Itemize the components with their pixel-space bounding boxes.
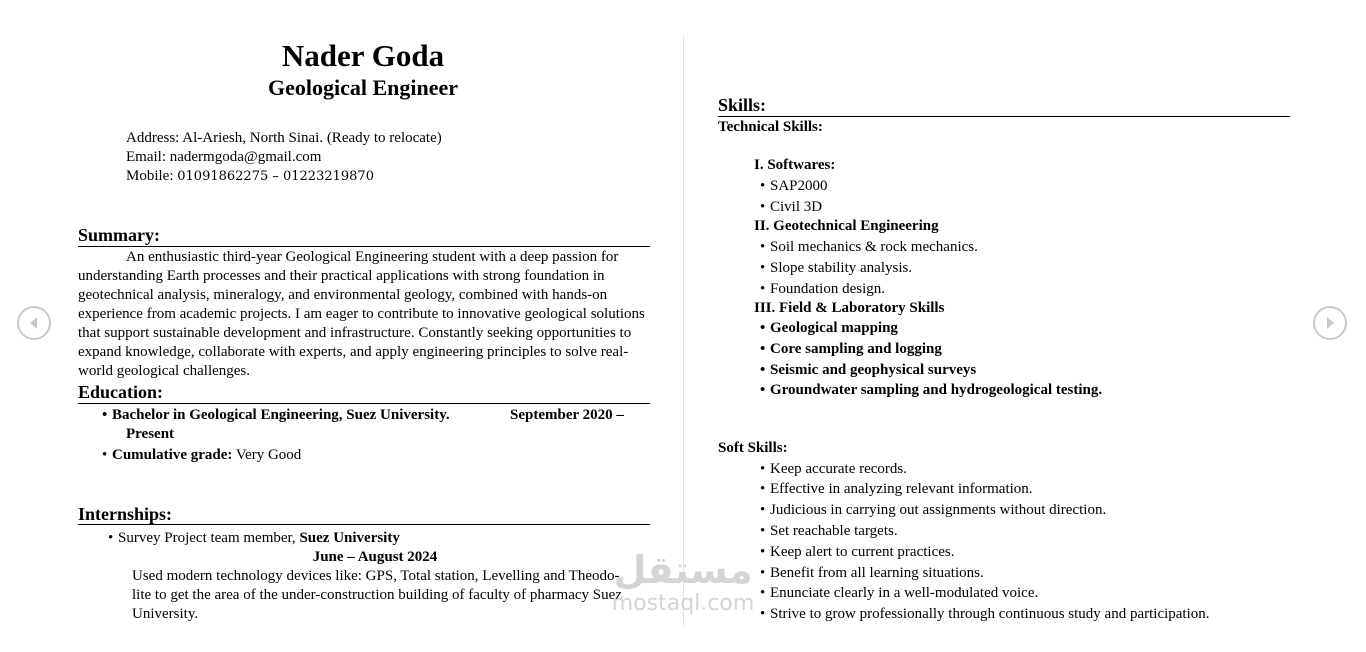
chevron-right-icon <box>1315 308 1345 338</box>
previous-page-button[interactable] <box>17 306 51 340</box>
bullet: • <box>760 544 766 560</box>
bullet: • <box>760 585 766 601</box>
education-date-start: September 2020 – <box>510 407 624 423</box>
software-item <box>760 177 828 196</box>
watermark-arabic: مستقل <box>613 548 753 592</box>
education-degree-item <box>102 406 450 425</box>
bullet: • <box>760 362 766 378</box>
geotech-text: Foundation design. <box>770 281 885 297</box>
technical-skills-heading: Technical Skills: <box>718 119 823 135</box>
bullet: • <box>760 523 766 539</box>
soft-skill-item <box>760 564 984 583</box>
summary-text <box>78 248 650 381</box>
bullet: • <box>760 382 766 398</box>
field-text: Geological mapping <box>770 320 898 336</box>
mobile-label: Mobile: <box>126 168 178 184</box>
soft-skill-item <box>760 522 898 541</box>
internships-rule <box>78 524 650 525</box>
bullet: • <box>760 199 766 215</box>
software-text: Civil 3D <box>770 199 823 215</box>
field-item <box>760 361 976 380</box>
education-heading: Education: <box>78 382 164 402</box>
software-text: SAP2000 <box>770 178 828 194</box>
geotech-item <box>760 259 912 278</box>
soft-skill-text: Judicious in carrying out assignments without direction. <box>770 502 1107 518</box>
soft-skill-text: Set reachable targets. <box>770 523 898 539</box>
field-item <box>760 319 898 338</box>
internship-item <box>108 529 400 548</box>
bullet: • <box>760 481 766 497</box>
education-date-end: Present <box>126 426 175 442</box>
geotech-text: Slope stability analysis. <box>770 260 913 276</box>
chevron-left-icon <box>19 308 49 338</box>
bullet: • <box>102 447 108 463</box>
address-line: Address: Al-Ariesh, North Sinai. (Ready to relocate) <box>126 130 442 146</box>
soft-skill-item <box>760 480 1033 499</box>
geotech-text: Soil mechanics & rock mechanics. <box>770 239 978 255</box>
education-rule <box>78 403 650 404</box>
skills-heading: Skills: <box>718 95 767 115</box>
email-line: Email: nadermgoda@gmail.com <box>126 149 322 165</box>
grade-value: Very Good <box>232 447 302 463</box>
field-text: Groundwater sampling and hydrogeological testing. <box>770 382 1103 398</box>
geotech-item <box>760 280 885 299</box>
softwares-heading: I. Softwares: <box>754 157 836 173</box>
internship-desc-line-3: University. <box>132 606 199 622</box>
soft-skill-text: Strive to grow professionally through continuous study and participation. <box>770 606 1210 622</box>
summary-heading: Summary: <box>78 225 160 245</box>
bullet: • <box>760 341 766 357</box>
soft-skill-item <box>760 460 907 479</box>
soft-skill-text: Effective in analyzing relevant information. <box>770 481 1033 497</box>
bullet: • <box>760 281 766 297</box>
bullet: • <box>102 407 108 423</box>
internship-desc-line-1: Used modern technology devices like: GPS, Total station, Levelling and Theodo- <box>132 568 620 584</box>
bullet: • <box>760 565 766 581</box>
internships-heading: Internships: <box>78 504 173 524</box>
bullet: • <box>760 239 766 255</box>
soft-skill-text: Benefit from all learning situations. <box>770 565 984 581</box>
bullet: • <box>760 502 766 518</box>
bullet: • <box>760 320 766 336</box>
field-item <box>760 381 1102 400</box>
geotech-item <box>760 238 978 257</box>
mobile-line <box>126 167 374 186</box>
watermark-latin: mostaql.com <box>611 591 755 616</box>
summary-paragraph: An enthusiastic third-year Geological Engineering student with a deep passion for understanding Earth processes and their practical applications with strong foundation in geotechnical analysis, mineralogy, and environmental geology, combined with hands-on experience from academic projects. I am eager to contribute to innovative geological solutions that support sustainable development and infrastructure. Constantly seeking opportunities to expand knowledge, collaborate with experts, and apply engineering principles to solve real-world geological challenges. <box>78 249 645 379</box>
mostaql-watermark <box>598 548 768 616</box>
page-divider <box>683 36 684 626</box>
next-page-button[interactable] <box>1313 306 1347 340</box>
soft-skill-item <box>760 605 1210 624</box>
soft-skill-text: Enunciate clearly in a well-modulated voice. <box>770 585 1039 601</box>
candidate-name: Nader Goda <box>281 38 445 73</box>
bullet: • <box>760 461 766 477</box>
soft-skill-item <box>760 501 1106 520</box>
bullet: • <box>108 530 114 546</box>
software-item <box>760 198 822 217</box>
geotech-heading: II. Geotechnical Engineering <box>754 218 939 234</box>
summary-rule <box>78 246 650 247</box>
field-heading: III. Field & Laboratory Skills <box>754 300 945 316</box>
field-text: Seismic and geophysical surveys <box>770 362 977 378</box>
bullet: • <box>760 606 766 622</box>
field-item <box>760 340 942 359</box>
grade-label: Cumulative grade: <box>112 447 233 463</box>
internship-dates: June – August 2024 <box>312 549 438 565</box>
field-text: Core sampling and logging <box>770 341 942 357</box>
soft-skill-text: Keep accurate records. <box>770 461 907 477</box>
soft-skill-item <box>760 543 954 562</box>
soft-skill-item <box>760 584 1038 603</box>
internship-desc-line-2: lite to get the area of the under-construction building of faculty of pharmacy Suez <box>132 587 622 603</box>
bullet: • <box>760 178 766 194</box>
soft-skills-heading: Soft Skills: <box>718 440 788 456</box>
degree-text: Bachelor in Geological Engineering, Suez University. <box>112 407 450 423</box>
education-grade-item <box>102 446 301 465</box>
bullet: • <box>760 260 766 276</box>
candidate-title: Geological Engineer <box>267 75 459 100</box>
soft-skill-text: Keep alert to current practices. <box>770 544 955 560</box>
internship-role: Survey Project team member, <box>118 530 300 546</box>
internship-org: Suez University <box>299 530 400 546</box>
mobile-numbers: 01091862275 – 01223219870 <box>177 169 374 184</box>
skills-rule <box>718 116 1290 117</box>
